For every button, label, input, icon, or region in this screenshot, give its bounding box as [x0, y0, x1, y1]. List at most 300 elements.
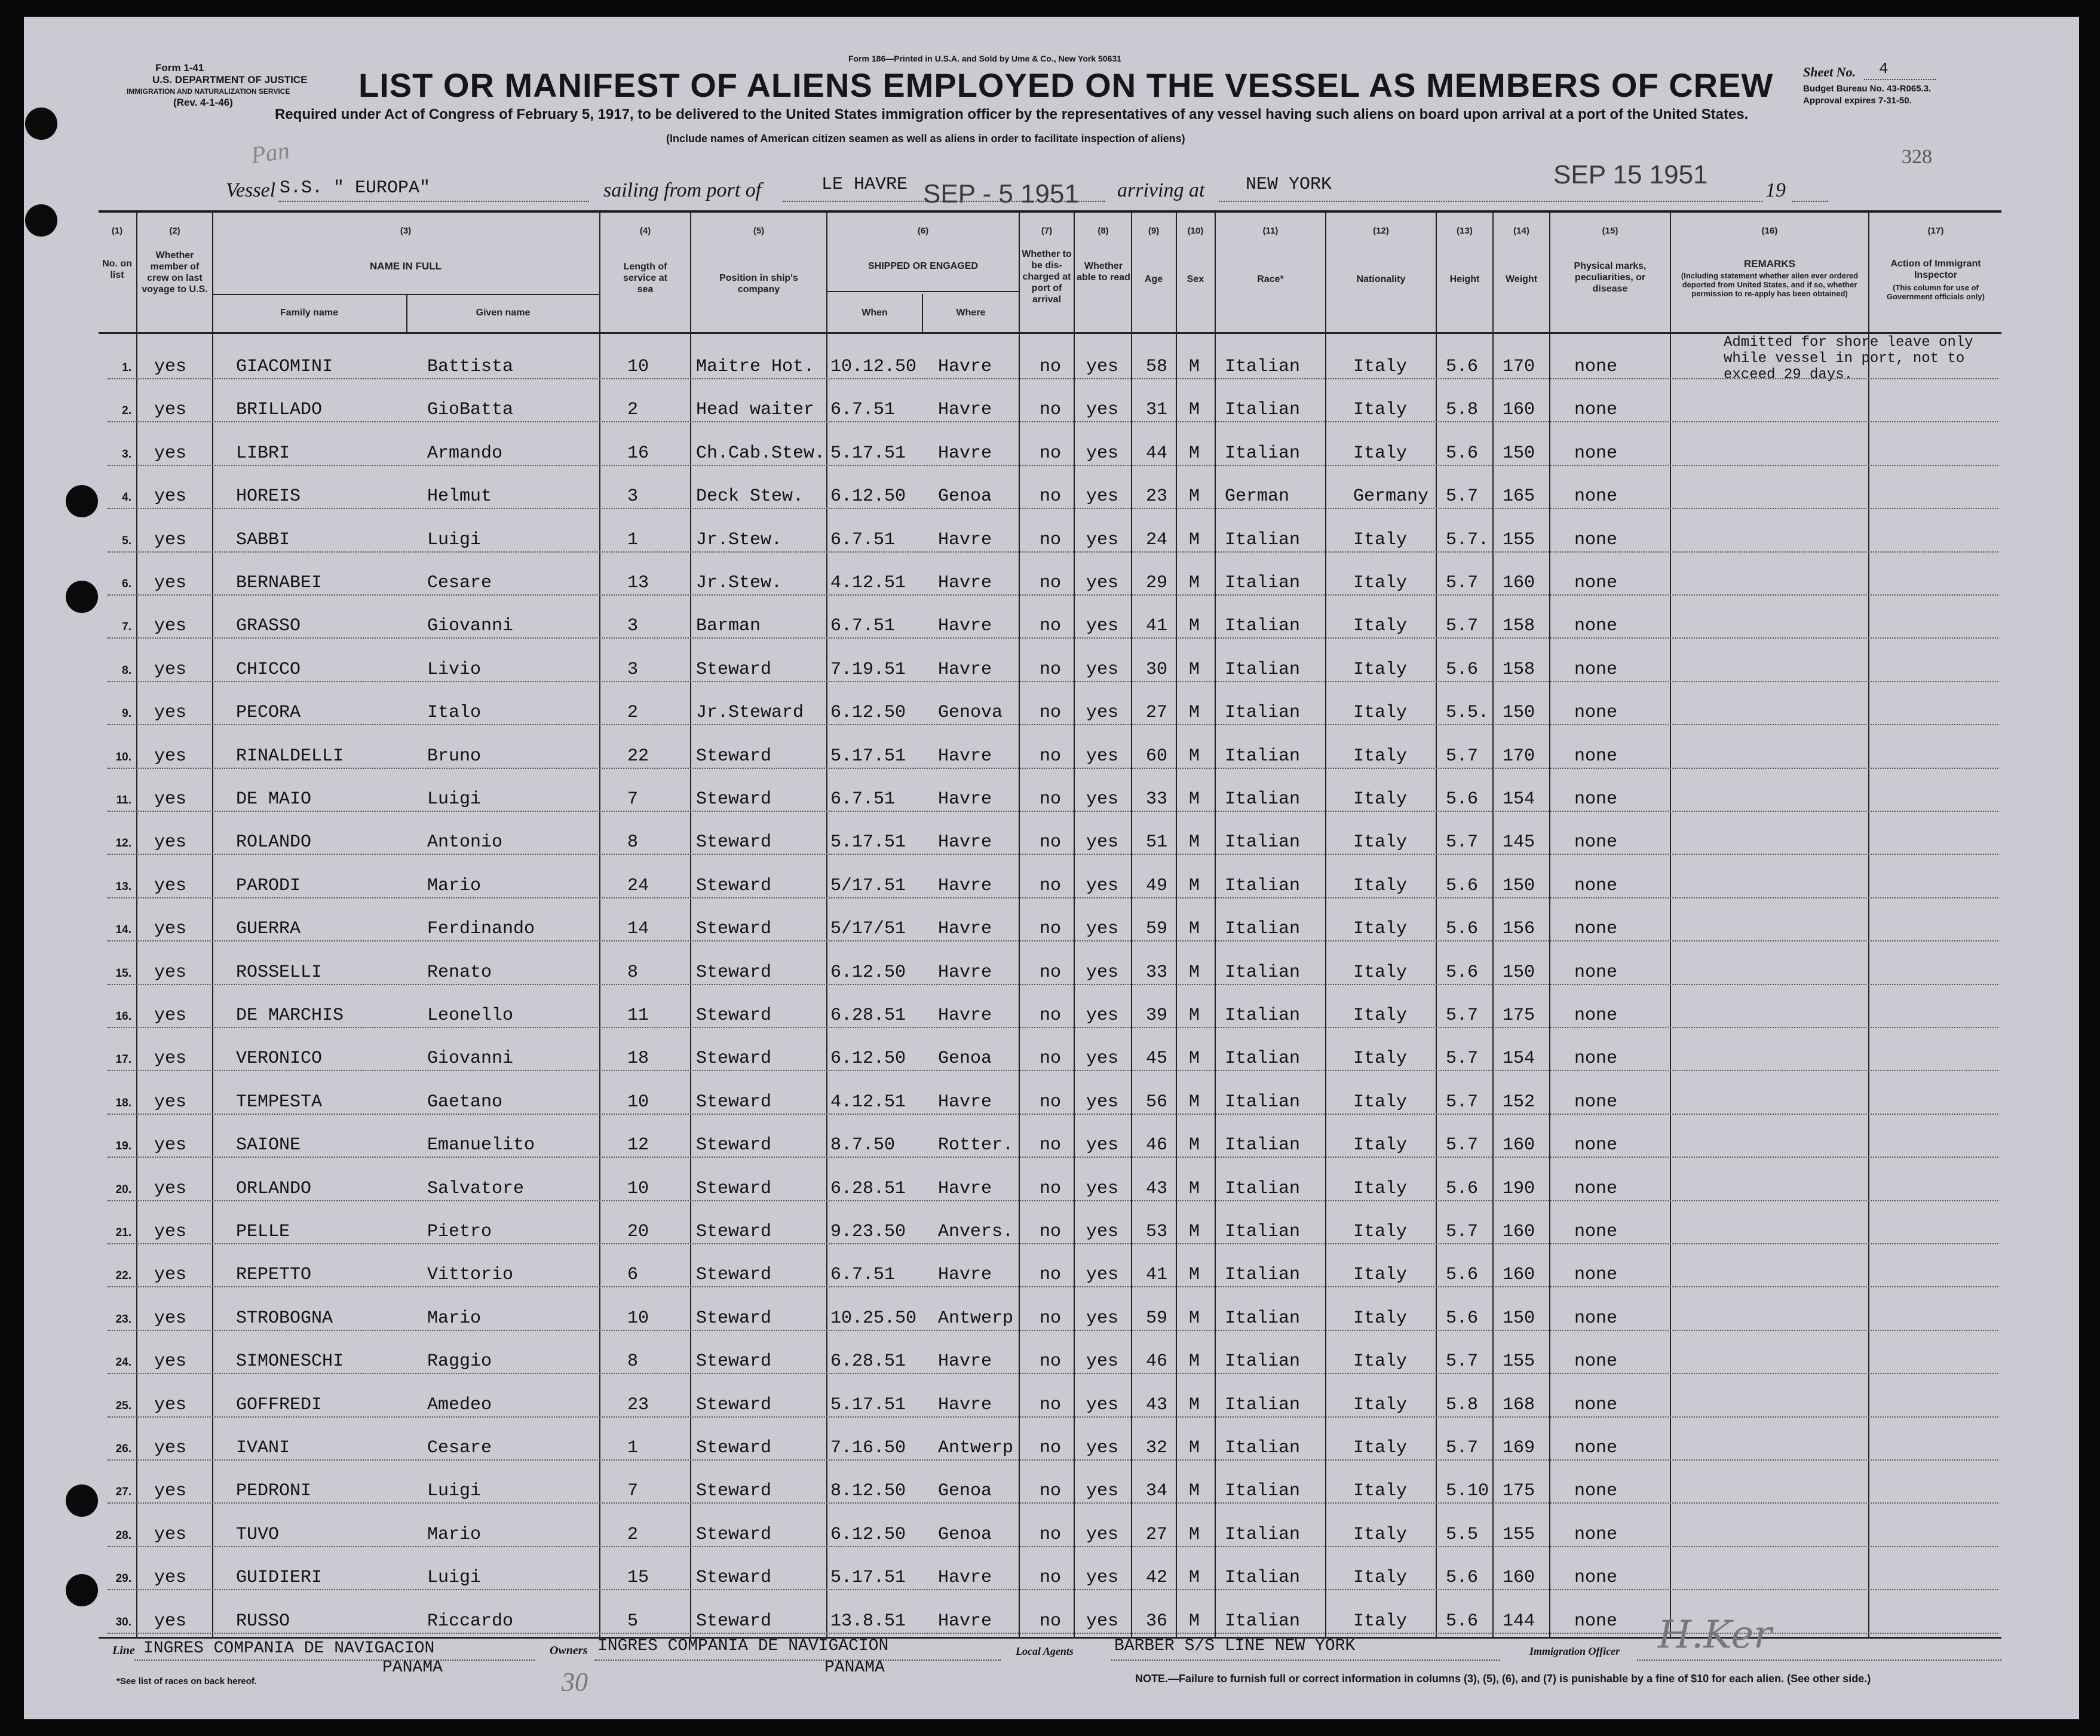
race-cell: Italian — [1225, 1351, 1301, 1372]
sex-cell: M — [1189, 1524, 1200, 1545]
race-cell: Italian — [1225, 1481, 1301, 1502]
shipped-when-cell: 6.7.51 — [830, 1265, 896, 1286]
header-race: Race* — [1257, 274, 1284, 284]
age-cell: 45 — [1146, 1048, 1168, 1069]
weight-cell: 144 — [1503, 1611, 1535, 1631]
member-cell: yes — [154, 1394, 187, 1415]
row-number: 10. — [115, 750, 131, 763]
header-physical-marks: Physical marks, peculiarities, or disease — [1574, 261, 1647, 294]
row-number: 29. — [115, 1572, 131, 1585]
header-when: When — [862, 308, 888, 318]
sex-cell: M — [1189, 659, 1200, 680]
discharged-cell: no — [1040, 703, 1062, 723]
handwritten-30: 30 — [562, 1667, 588, 1697]
height-cell: 5.6 — [1446, 1265, 1479, 1286]
given-name-cell: Renato — [427, 962, 492, 983]
row-number: 28. — [115, 1529, 131, 1542]
weight-cell: 155 — [1503, 529, 1535, 550]
service-cell: 13 — [627, 573, 649, 593]
member-cell: yes — [154, 832, 187, 853]
discharged-cell: no — [1040, 1611, 1062, 1631]
height-cell: 5.6 — [1446, 789, 1479, 809]
shipped-where-cell: Havre — [938, 962, 992, 983]
row-number: 13. — [115, 880, 131, 893]
race-cell: Italian — [1225, 1222, 1301, 1242]
header-whether-member: Whether member of crew on last voyage to U.S. — [142, 250, 208, 295]
race-cell: Italian — [1225, 919, 1301, 940]
shipped-when-cell: 13.8.51 — [830, 1611, 906, 1631]
nationality-cell: Italy — [1353, 357, 1408, 377]
physical-marks-cell: none — [1574, 400, 1618, 421]
family-name-cell: PELLE — [236, 1222, 290, 1242]
weight-cell: 158 — [1503, 616, 1535, 637]
family-name-cell: PARODI — [236, 875, 301, 896]
race-cell: Italian — [1225, 746, 1301, 766]
race-cell: Italian — [1225, 1611, 1301, 1631]
race-cell: Italian — [1225, 1265, 1301, 1286]
shipped-when-cell: 7.19.51 — [830, 659, 906, 680]
service-cell: 10 — [627, 1091, 649, 1112]
family-name-cell: GOFFREDI — [236, 1394, 323, 1415]
weight-cell: 154 — [1503, 789, 1535, 809]
owners-value: INGRES COMPANIA DE NAVIGACION — [597, 1637, 889, 1655]
sex-cell: M — [1189, 919, 1200, 940]
race-cell: Italian — [1225, 400, 1301, 421]
given-name-cell: Giovanni — [427, 1048, 514, 1069]
member-cell: yes — [154, 919, 187, 940]
header-shipped-engaged: SHIPPED OR ENGAGED — [867, 261, 979, 271]
sex-cell: M — [1189, 875, 1200, 896]
shipped-where-cell: Havre — [938, 832, 992, 853]
header-discharged: Whether to be dis-charged at port of arrival — [1022, 249, 1072, 305]
given-name-cell: Luigi — [427, 1481, 482, 1502]
given-name-cell: Gaetano — [427, 1091, 503, 1112]
discharged-cell: no — [1040, 1308, 1062, 1329]
row-number: 1. — [122, 361, 131, 374]
family-name-cell: TEMPESTA — [236, 1091, 323, 1112]
shipped-where-cell: Havre — [938, 573, 992, 593]
discharged-cell: no — [1040, 746, 1062, 766]
weight-cell: 175 — [1503, 1481, 1535, 1502]
port-to: NEW YORK — [1246, 174, 1332, 195]
position-cell: Steward — [696, 1048, 772, 1069]
given-name-cell: Raggio — [427, 1351, 492, 1372]
position-cell: Steward — [696, 1178, 772, 1199]
member-cell: yes — [154, 529, 187, 550]
header-able-read: Whether able to read — [1077, 261, 1130, 283]
weight-cell: 168 — [1503, 1394, 1535, 1415]
race-cell: Italian — [1225, 529, 1301, 550]
shipped-when-cell: 9.23.50 — [830, 1222, 906, 1242]
dept-line: Form 1-41 — [155, 62, 204, 73]
position-cell: Steward — [696, 919, 772, 940]
header-sex: Sex — [1187, 274, 1204, 284]
arrival-date-stamp: SEP 15 1951 — [1553, 160, 1708, 189]
handwritten-pan: Pan — [249, 136, 292, 169]
weight-cell: 156 — [1503, 919, 1535, 940]
weight-cell: 170 — [1503, 746, 1535, 766]
row-number: 30. — [115, 1615, 131, 1628]
given-name-cell: Cesare — [427, 573, 492, 593]
member-cell: yes — [154, 746, 187, 766]
given-name-cell: Antonio — [427, 832, 503, 853]
given-name-cell: Bruno — [427, 746, 482, 766]
dept-line: (Rev. 4-1-46) — [173, 97, 233, 108]
discharged-cell: no — [1040, 529, 1062, 550]
read-cell: yes — [1086, 1091, 1119, 1112]
physical-marks-cell: none — [1574, 1394, 1618, 1415]
nationality-cell: Italy — [1353, 1091, 1408, 1112]
shipped-when-cell: 6.12.50 — [830, 486, 906, 507]
binder-hole — [25, 108, 57, 140]
shipped-where-cell: Genoa — [938, 1481, 992, 1502]
height-cell: 5.7 — [1446, 1005, 1479, 1026]
nationality-cell: Italy — [1353, 1611, 1408, 1631]
given-name-cell: Mario — [427, 1524, 482, 1545]
age-cell: 36 — [1146, 1611, 1168, 1631]
row-number: 8. — [122, 664, 131, 677]
family-name-cell: REPETTO — [236, 1265, 312, 1286]
read-cell: yes — [1086, 919, 1119, 940]
position-cell: Steward — [696, 1524, 772, 1545]
row-number: 11. — [116, 794, 131, 806]
agents-label: Local Agents — [1016, 1645, 1074, 1657]
remarks-line: Admitted for shore leave only — [1724, 335, 1973, 351]
given-name-cell: Armando — [427, 443, 503, 464]
shipped-when-cell: 6.7.51 — [830, 529, 896, 550]
line-value-2: PANAMA — [382, 1658, 443, 1677]
shipped-where-cell: Havre — [938, 400, 992, 421]
member-cell: yes — [154, 1222, 187, 1242]
race-cell: Italian — [1225, 832, 1301, 853]
read-cell: yes — [1086, 486, 1119, 507]
read-cell: yes — [1086, 529, 1119, 550]
row-number: 6. — [122, 578, 131, 590]
read-cell: yes — [1086, 357, 1119, 377]
row-number: 18. — [115, 1096, 131, 1109]
nationality-cell: Italy — [1353, 443, 1408, 464]
race-cell: Italian — [1225, 357, 1301, 377]
age-cell: 58 — [1146, 357, 1168, 377]
service-cell: 12 — [627, 1135, 649, 1156]
family-name-cell: ROLANDO — [236, 832, 312, 853]
given-name-cell: Leonello — [427, 1005, 514, 1026]
service-cell: 3 — [627, 616, 639, 637]
nationality-cell: Italy — [1353, 962, 1408, 983]
remarks-text — [1724, 335, 2004, 383]
header-weight: Weight — [1505, 274, 1538, 284]
discharged-cell: no — [1040, 1178, 1062, 1199]
owners-value-2: PANAMA — [824, 1658, 885, 1677]
service-cell: 2 — [627, 1524, 639, 1545]
sailing-date-stamp: SEP - 5 1951 — [923, 179, 1079, 208]
nationality-cell: Italy — [1353, 659, 1408, 680]
shipped-when-cell: 5.17.51 — [830, 1568, 906, 1588]
position-cell: Steward — [696, 875, 772, 896]
member-cell: yes — [154, 1091, 187, 1112]
sheet-number: 4 — [1879, 60, 1889, 78]
discharged-cell: no — [1040, 789, 1062, 809]
given-name-cell: Mario — [427, 1308, 482, 1329]
family-name-cell: GIACOMINI — [236, 357, 333, 377]
family-name-cell: VERONICO — [236, 1048, 323, 1069]
physical-marks-cell: none — [1574, 875, 1618, 896]
shipped-where-cell: Havre — [938, 1178, 992, 1199]
position-cell: Steward — [696, 1568, 772, 1588]
position-cell: Ch.Cab.Stew. — [696, 443, 826, 464]
shipped-when-cell: 5.17.51 — [830, 443, 906, 464]
member-cell: yes — [154, 962, 187, 983]
shipped-where-cell: Havre — [938, 919, 992, 940]
weight-cell: 150 — [1503, 1308, 1535, 1329]
physical-marks-cell: none — [1574, 746, 1618, 766]
sex-cell: M — [1189, 529, 1200, 550]
row-number: 12. — [115, 837, 131, 850]
sailing-label: sailing from port of — [603, 179, 762, 201]
service-cell: 18 — [627, 1048, 649, 1069]
position-cell: Steward — [696, 962, 772, 983]
sex-cell: M — [1189, 703, 1200, 723]
age-cell: 24 — [1146, 529, 1168, 550]
page-title: LIST OR MANIFEST OF ALIENS EMPLOYED ON THE VESSEL AS MEMBERS OF CREW — [358, 66, 1774, 104]
race-cell: German — [1225, 486, 1290, 507]
row-number: 9. — [122, 707, 131, 720]
height-cell: 5.5 — [1446, 1524, 1479, 1545]
sex-cell: M — [1189, 1222, 1200, 1242]
given-name-cell: Riccardo — [427, 1611, 514, 1631]
race-cell: Italian — [1225, 1135, 1301, 1156]
height-cell: 5.6 — [1446, 357, 1479, 377]
position-cell: Head waiter — [696, 400, 815, 421]
sex-cell: M — [1189, 1394, 1200, 1415]
member-cell: yes — [154, 1438, 187, 1458]
member-cell: yes — [154, 1308, 187, 1329]
read-cell: yes — [1086, 443, 1119, 464]
shipped-where-cell: Havre — [938, 1265, 992, 1286]
shipped-where-cell: Genova — [938, 703, 1003, 723]
height-cell: 5.5. — [1446, 703, 1489, 723]
read-cell: yes — [1086, 1524, 1119, 1545]
read-cell: yes — [1086, 1611, 1119, 1631]
physical-marks-cell: none — [1574, 1048, 1618, 1069]
physical-marks-cell: none — [1574, 1308, 1618, 1329]
position-cell: Steward — [696, 1091, 772, 1112]
member-cell: yes — [154, 789, 187, 809]
physical-marks-cell: none — [1574, 1091, 1618, 1112]
position-cell: Steward — [696, 832, 772, 853]
position-cell: Steward — [696, 1308, 772, 1329]
service-cell: 15 — [627, 1568, 649, 1588]
age-cell: 34 — [1146, 1481, 1168, 1502]
height-cell: 5.6 — [1446, 1611, 1479, 1631]
race-cell: Italian — [1225, 962, 1301, 983]
shipped-when-cell: 6.12.50 — [830, 703, 906, 723]
nationality-cell: Italy — [1353, 1394, 1408, 1415]
shipped-where-cell: Havre — [938, 1091, 992, 1112]
read-cell: yes — [1086, 1135, 1119, 1156]
age-cell: 29 — [1146, 573, 1168, 593]
position-cell: Deck Stew. — [696, 486, 804, 507]
row-number: 7. — [122, 621, 131, 634]
race-cell: Italian — [1225, 1091, 1301, 1112]
vessel-name: S.S. " EUROPA" — [280, 178, 431, 198]
discharged-cell: no — [1040, 1091, 1062, 1112]
family-name-cell: GRASSO — [236, 616, 301, 637]
sex-cell: M — [1189, 1568, 1200, 1588]
shipped-where-cell: Havre — [938, 443, 992, 464]
service-cell: 1 — [627, 1438, 639, 1458]
given-name-cell: Italo — [427, 703, 482, 723]
binder-hole — [66, 1574, 98, 1606]
race-cell: Italian — [1225, 659, 1301, 680]
header-given-name: Given name — [476, 308, 531, 318]
service-cell: 22 — [627, 746, 649, 766]
discharged-cell: no — [1040, 486, 1062, 507]
nationality-cell: Italy — [1353, 832, 1408, 853]
discharged-cell: no — [1040, 573, 1062, 593]
shipped-where-cell: Genoa — [938, 486, 992, 507]
service-cell: 5 — [627, 1611, 639, 1631]
height-cell: 5.7 — [1446, 1351, 1479, 1372]
row-number: 19. — [115, 1140, 131, 1153]
sex-cell: M — [1189, 1611, 1200, 1631]
family-name-cell: BRILLADO — [236, 400, 323, 421]
weight-cell: 160 — [1503, 1222, 1535, 1242]
physical-marks-cell: none — [1574, 443, 1618, 464]
family-name-cell: ORLANDO — [236, 1178, 312, 1199]
family-name-cell: PECORA — [236, 703, 301, 723]
sex-cell: M — [1189, 443, 1200, 464]
race-cell: Italian — [1225, 443, 1301, 464]
binder-hole — [25, 204, 57, 237]
family-name-cell: HOREIS — [236, 486, 301, 507]
physical-marks-cell: none — [1574, 1524, 1618, 1545]
dept-line: IMMIGRATION AND NATURALIZATION SERVICE — [127, 87, 290, 96]
member-cell: yes — [154, 1048, 187, 1069]
port-from: LE HAVRE — [821, 174, 908, 195]
age-cell: 33 — [1146, 962, 1168, 983]
height-cell: 5.7 — [1446, 1048, 1479, 1069]
service-cell: 11 — [627, 1005, 649, 1026]
read-cell: yes — [1086, 1438, 1119, 1458]
service-cell: 7 — [627, 1481, 639, 1502]
nationality-cell: Italy — [1353, 573, 1408, 593]
age-cell: 30 — [1146, 659, 1168, 680]
discharged-cell: no — [1040, 1394, 1062, 1415]
physical-marks-cell: none — [1574, 962, 1618, 983]
height-cell: 5.6 — [1446, 875, 1479, 896]
service-cell: 16 — [627, 443, 649, 464]
remarks-line: while vessel in port, not to — [1724, 351, 1965, 367]
member-cell: yes — [154, 659, 187, 680]
shipped-where-cell: Genoa — [938, 1048, 992, 1069]
shipped-when-cell: 6.28.51 — [830, 1351, 906, 1372]
read-cell: yes — [1086, 1005, 1119, 1026]
member-cell: yes — [154, 357, 187, 377]
physical-marks-cell: none — [1574, 1481, 1618, 1502]
race-cell: Italian — [1225, 703, 1301, 723]
sex-cell: M — [1189, 1091, 1200, 1112]
header-action-note: (This column for use of Government officials only) — [1887, 283, 1985, 301]
nationality-cell: Italy — [1353, 529, 1408, 550]
position-cell: Jr.Stew. — [696, 529, 783, 550]
nationality-cell: Italy — [1353, 1351, 1408, 1372]
height-cell: 5.7 — [1446, 1091, 1479, 1112]
family-name-cell: RINALDELLI — [236, 746, 344, 766]
position-cell: Steward — [696, 1351, 772, 1372]
sex-cell: M — [1189, 1005, 1200, 1026]
race-cell: Italian — [1225, 1394, 1301, 1415]
races-note: *See list of races on back hereof. — [117, 1676, 257, 1686]
position-cell: Barman — [696, 616, 761, 637]
given-name-cell: Helmut — [427, 486, 492, 507]
shipped-where-cell: Havre — [938, 529, 992, 550]
read-cell: yes — [1086, 659, 1119, 680]
approval-note: Approval expires 7-31-50. — [1803, 96, 1912, 106]
sex-cell: M — [1189, 486, 1200, 507]
physical-marks-cell: none — [1574, 1135, 1618, 1156]
height-cell: 5.8 — [1446, 1394, 1479, 1415]
member-cell: yes — [154, 1265, 187, 1286]
row-number: 20. — [115, 1183, 131, 1196]
header-height: Height — [1449, 274, 1480, 284]
race-cell: Italian — [1225, 875, 1301, 896]
given-name-cell: Giovanni — [427, 616, 514, 637]
read-cell: yes — [1086, 400, 1119, 421]
nationality-cell: Italy — [1353, 1178, 1408, 1199]
requirement-text: Required under Act of Congress of February 5, 1917, to be delivered to the United States immigration officer by the representatives of any vessel having such aliens on board upon arrival at a port of the United States. — [275, 106, 1749, 122]
age-cell: 41 — [1146, 616, 1168, 637]
height-cell: 5.6 — [1446, 1308, 1479, 1329]
shipped-when-cell: 5.17.51 — [830, 746, 906, 766]
given-name-cell: Vittorio — [427, 1265, 514, 1286]
line-label: Line — [112, 1644, 135, 1657]
service-cell: 10 — [627, 357, 649, 377]
discharged-cell: no — [1040, 357, 1062, 377]
member-cell: yes — [154, 1178, 187, 1199]
height-cell: 5.7 — [1446, 616, 1479, 637]
weight-cell: 160 — [1503, 1568, 1535, 1588]
age-cell: 23 — [1146, 486, 1168, 507]
shipped-when-cell: 6.28.51 — [830, 1005, 906, 1026]
race-cell: Italian — [1225, 1524, 1301, 1545]
service-cell: 8 — [627, 1351, 639, 1372]
height-cell: 5.7 — [1446, 486, 1479, 507]
binder-hole — [66, 485, 98, 517]
member-cell: yes — [154, 1351, 187, 1372]
family-name-cell: STROBOGNA — [236, 1308, 333, 1329]
member-cell: yes — [154, 1524, 187, 1545]
nationality-cell: Germany — [1353, 486, 1429, 507]
given-name-cell: Mario — [427, 875, 482, 896]
shipped-where-cell: Havre — [938, 1568, 992, 1588]
nationality-cell: Italy — [1353, 1308, 1408, 1329]
row-number: 14. — [115, 924, 131, 937]
given-name-cell: Battista — [427, 357, 514, 377]
weight-cell: 150 — [1503, 962, 1535, 983]
age-cell: 46 — [1146, 1351, 1168, 1372]
sex-cell: M — [1189, 1351, 1200, 1372]
member-cell: yes — [154, 1611, 187, 1631]
nationality-cell: Italy — [1353, 1481, 1408, 1502]
age-cell: 27 — [1146, 1524, 1168, 1545]
race-cell: Italian — [1225, 1005, 1301, 1026]
discharged-cell: no — [1040, 1481, 1062, 1502]
header-family-name: Family name — [280, 308, 338, 318]
shipped-where-cell: Rotter. — [938, 1135, 1014, 1156]
discharged-cell: no — [1040, 443, 1062, 464]
family-name-cell: IVANI — [236, 1438, 290, 1458]
